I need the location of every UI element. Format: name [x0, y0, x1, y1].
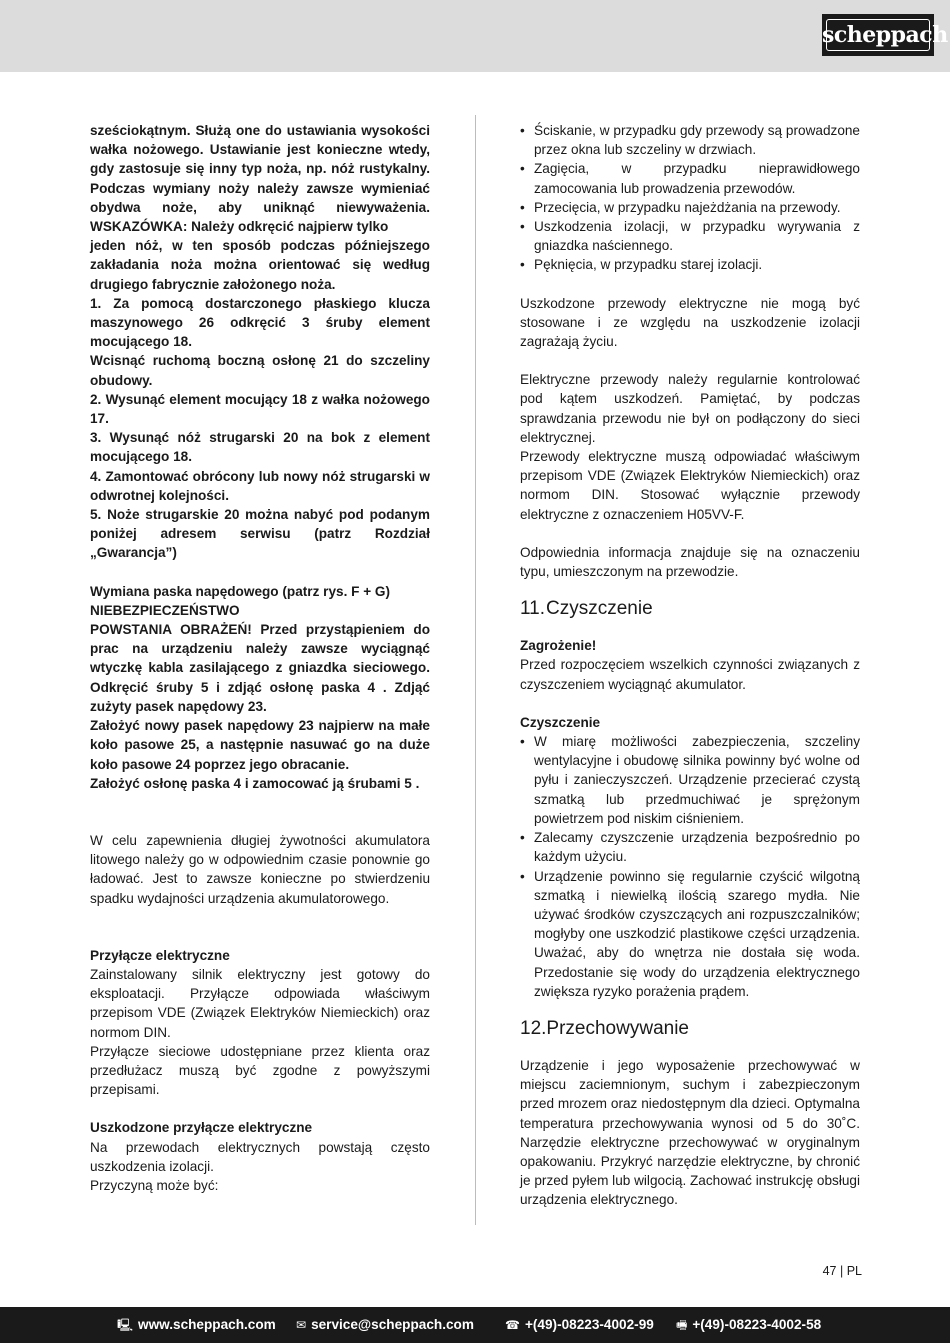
right-column: [520, 121, 860, 1210]
cleaning-list: [520, 732, 860, 1001]
cleaning-heading: Czyszczenie: [520, 714, 601, 730]
section-11-heading: [520, 597, 860, 621]
knife-step-3: 3. Wysunąć nóż strugarski 20 na bok z element mocującego 18.: [90, 430, 430, 465]
battery-paragraph: W celu zapewnienia długiej żywotności akumulatora litowego należy go w odpowiednim czasie ponownie go ładować. Jest to zawsze konieczne po stwierdzeniu spadku wydajności urządzenia akumulatorowego.: [90, 832, 430, 906]
fax-icon: 🖷: [676, 1318, 688, 1332]
phone-number[interactable]: +(49)-08223-4002-99: [524, 1317, 654, 1332]
danger-paragraph: Przed rozpoczęciem wszelkich czynności związanych z czyszczeniem wyciągnąć akumulator.: [520, 657, 860, 692]
list-item: • Zagięcia, w przypadku nieprawidłowego zamocowania lub prowadzenia przewodów.: [520, 159, 860, 197]
mail-icon: ✉: [296, 1318, 307, 1332]
list-item: • W miarę możliwości zabezpieczenia, szczeliny wentylacyjne i obudowę silnika powinny być wolne od pyłu i zanieczyszczeń. Urządzenie przecierać czystą szmatką lub przedmuchiwać je sprężonym powietrzem pod niskim ciśnieniem.: [520, 732, 860, 828]
damaged-paragraph-1: Na przewodach elektrycznych powstają często uszkodzenia izolacji.: [90, 1139, 430, 1174]
page-number: 47 | PL: [822, 1264, 862, 1278]
damaged-paragraph-2: Przyczyną może być:: [90, 1177, 219, 1193]
belt-warning-title: NIEBEZPIECZEŃSTWO: [90, 602, 240, 618]
info-paragraph: Odpowiednia informacja znajduje się na oznaczeniu typu, umieszczonym na przewodzie.: [520, 544, 860, 580]
damaged-cables-paragraph: Uszkodzone przewody elektryczne nie mogą być stosowane i ze względu na uszkodzenie izolacji zagrażają życiu.: [520, 295, 860, 350]
damaged-heading: Uszkodzone przyłącze elektryczne: [90, 1120, 313, 1136]
monitor-icon: 🖳: [117, 1318, 134, 1332]
list-item: • Uszkodzenia izolacji, w przypadku wyrywania z gniazdka naściennego.: [520, 217, 860, 255]
footer-fax: [676, 1307, 821, 1343]
footer-website[interactable]: [117, 1307, 276, 1343]
belt-paragraph-2: Założyć nowy pasek napędowy 23 najpierw na małe koło pasowe 25, a następnie nasuwać go na duże koło pasowe 24 poprzez jego obracanie.: [90, 718, 430, 772]
footer-email[interactable]: [296, 1307, 474, 1343]
phone-icon: ☎: [505, 1318, 520, 1332]
list-item: • Urządzenie powinno się regularnie czyścić wilgotną szmatką i niewielką ilością szarego mydła. Nie używać środków czyszczących ani rozpuszczalników; mogłyby one uszkodzić plastikowe części urządzenia. Uważać, aby do wnętrza nie dostała się woda. Przedostanie się wody do urządzenia elektrycznego zwiększa ryzyko porażenia prądem.: [520, 867, 860, 1001]
causes-list: [520, 121, 860, 275]
storage-paragraph: Urządzenie i jego wyposażenie przechowywać w miejscu zaciemnionym, suchym i zabezpieczonym przed mrozem oraz niedostępnym dla dzieci. Optymalna temperatura przechowywania wynosi od 5 do 30˚C. Narzędzie elektryczne przechowywać w oryginalnym opakowaniu. Przykryć narzędzie elektryczne, by chronić je przed pyłem lub wilgocią. Zachować instrukcję obsługi urządzenia elektrycznego.: [520, 1057, 861, 1208]
vde-paragraph: Przewody elektryczne muszą odpowiadać właściwym przepisom VDE (Związek Elektryków Niemieckich) oraz normom DIN. Stosować wyłącznie przewody elektryczne z oznaczeniem H05VV-F.: [520, 449, 860, 522]
section-number: 12.: [520, 1017, 547, 1039]
electric-heading: Przyłącze elektryczne: [90, 947, 230, 963]
left-column: [90, 121, 430, 1195]
knife-step-1: 1. Za pomocą dostarczonego płaskiego klucza maszynowego 26 odkręcić 3 śruby element mocującego 18.: [90, 295, 430, 350]
electric-paragraph-1: Zainstalowany silnik elektryczny jest gotowy do eksploatacji. Przyłącze odpowiada właściwym przepisom VDE (Związek Elektryków Niemieckich) oraz normom DIN.: [90, 966, 430, 1040]
danger-heading: Zagrożenie!: [520, 638, 597, 654]
section-title: Przechowywanie: [546, 1017, 689, 1039]
list-item: • Ściskanie, w przypadku gdy przewody są prowadzone przez okna lub szczeliny w drzwiach.: [520, 121, 860, 159]
check-cables-paragraph: Elektryczne przewody należy regularnie kontrolować pod kątem uszkodzeń. Pamiętać, by podczas sprawdzania przewodu nie był on podłączony do sieci elektrycznej.: [520, 372, 860, 445]
section-number: 11.: [520, 598, 546, 620]
electric-paragraph-2: Przyłącze sieciowe udostępniane przez klienta oraz przedłużacz muszą być zgodne z powyższymi przepisami.: [90, 1043, 430, 1098]
list-item: • Pęknięcia, w przypadku starej izolacji.: [520, 255, 860, 274]
scheppach-logo: scheppach: [822, 14, 934, 56]
column-divider: [475, 115, 476, 1225]
knife-step-4: 4. Zamontować obrócony lub nowy nóż strugarski w odwrotnej kolejności.: [90, 468, 430, 503]
list-item: • Zalecamy czyszczenie urządzenia bezpośrednio po każdym użyciu.: [520, 828, 860, 866]
knife-step-1b: Wcisnąć ruchomą boczną osłonę 21 do szczeliny obudowy.: [90, 353, 430, 388]
email-link[interactable]: service@scheppach.com: [311, 1317, 474, 1332]
footer-bar: [0, 1307, 950, 1343]
section-title: Czyszczenie: [546, 598, 653, 620]
list-item: • Przecięcia, w przypadku najeżdżania na przewody.: [520, 198, 860, 217]
knife-paragraph-1: sześciokątnym. Służą one do ustawiania wysokości wałka nożowego. Ustawianie jest konieczne wtedy, gdy zastosuje się inny typ noża, np. nóż rustykalny. Podczas wymiany noży należy zawsze wymieniać obydwa noże, aby uniknąć niewyważenia. WSKAZÓWKA: Należy odkręcić najpierw tylko: [90, 123, 430, 235]
footer-phone[interactable]: [505, 1307, 654, 1343]
belt-heading: Wymiana paska napędowego (patrz rys. F + G): [90, 583, 391, 599]
fax-number: +(49)-08223-4002-58: [692, 1317, 822, 1332]
section-12-heading: [520, 1017, 860, 1041]
header-bar: [0, 0, 950, 72]
knife-step-2: 2. Wysunąć element mocujący 18 z wałka nożowego 17.: [90, 391, 430, 427]
knife-paragraph-2: jeden nóż, w ten sposób podczas późniejszego zakładania noża można orientować się według drugiego fabrycznie założonego noża.: [90, 238, 430, 292]
knife-step-5: 5. Noże strugarskie 20 można nabyć pod podanym poniżej adresem serwisu (patrz Rozdział „Gwarancja”): [90, 507, 430, 561]
belt-paragraph-3: Założyć osłonę paska 4 i zamocować ją śrubami 5 .: [90, 775, 420, 791]
belt-warning-text: POWSTANIA OBRAŻEŃ! Przed przystąpieniem do prac na urządzeniu należy zawsze wyciągnąć wtyczkę kabla zasilającego z gniazdka sieciowego. Odkręcić śruby 5 i zdjąć osłonę paska 4 . Zdjąć zużyty pasek napędowy 23.: [90, 622, 430, 714]
website-link[interactable]: www.scheppach.com: [138, 1317, 276, 1332]
